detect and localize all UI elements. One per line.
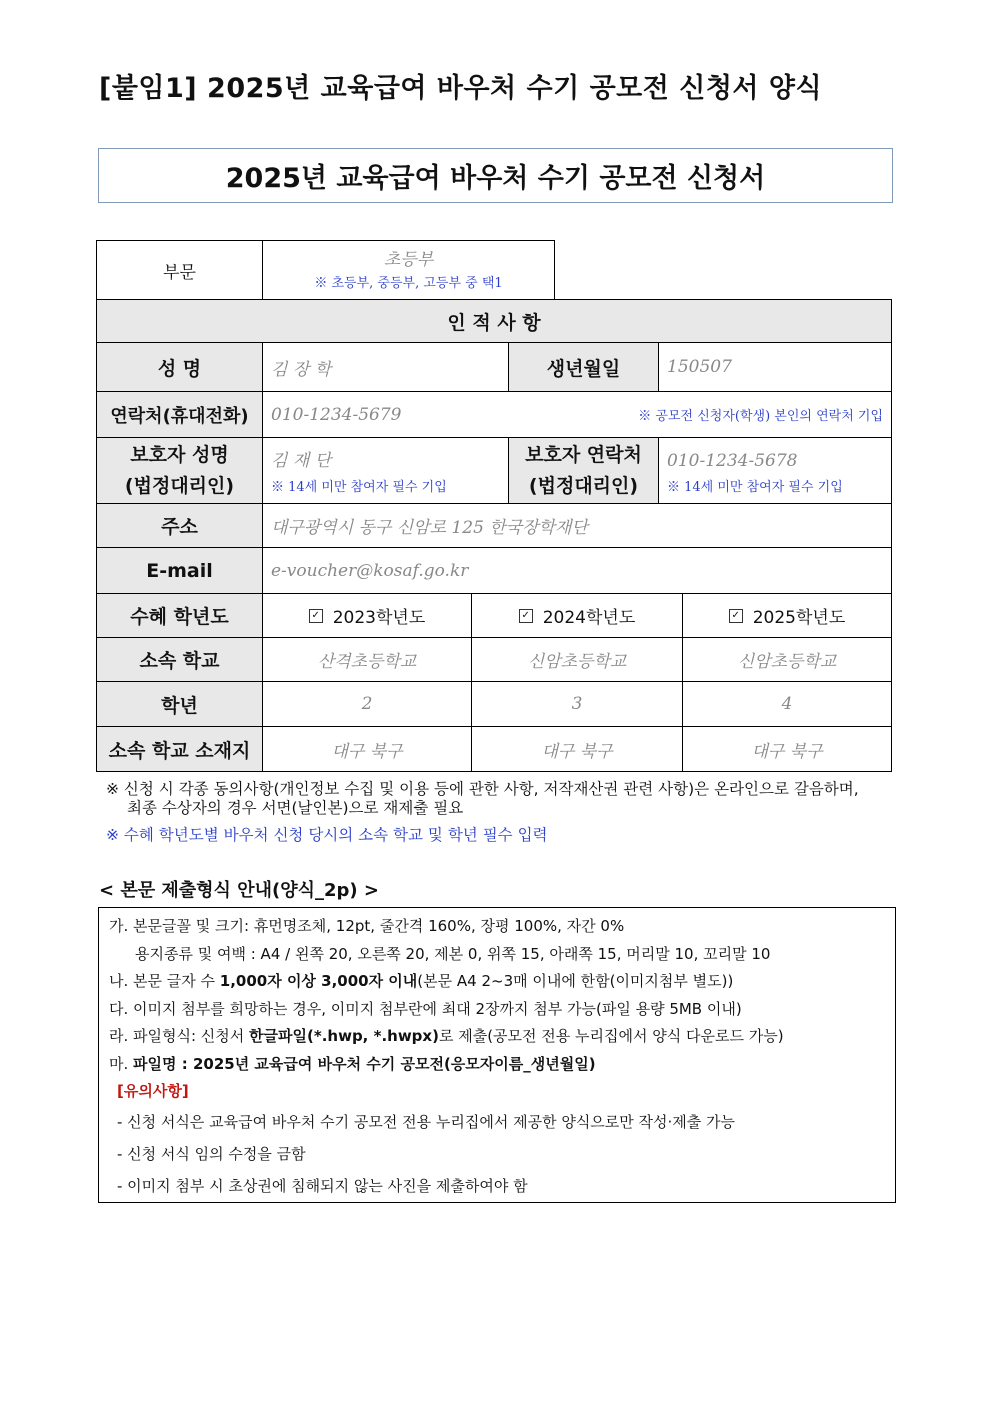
guide-item-b-pre: 나. 본문 글자 수 xyxy=(109,972,220,990)
address-value[interactable]: 대구광역시 동구 신암로 125 한국장학재단 xyxy=(263,504,892,548)
guardian-name-label-sub: (법정대리인) xyxy=(124,474,235,497)
checkbox-icon[interactable]: ✓ xyxy=(309,609,323,623)
school-2023[interactable]: 산격초등학교 xyxy=(263,638,472,682)
guide-item-b xyxy=(109,968,885,996)
form-title-box xyxy=(98,148,893,203)
guardian-phone-label-sub: (법정대리인) xyxy=(528,474,639,497)
guide-item-a: 가. 본문글꼴 및 크기: 휴먼명조체, 12pt, 줄간격 160%, 장평 100%, 자간 0% xyxy=(109,917,625,935)
grade-label: 학년 xyxy=(97,682,263,727)
school-2025[interactable]: 신암초등학교 xyxy=(683,638,892,682)
school-label: 소속 학교 xyxy=(97,638,263,682)
email-value[interactable]: e-voucher@kosaf.go.kr xyxy=(263,548,892,594)
guide-box xyxy=(98,907,896,1203)
note-consent-2: 최종 수상자의 경우 서면(날인본)으로 재제출 필요 xyxy=(127,799,464,817)
guide-item-b-bold: 1,000자 이상 3,000자 이내 xyxy=(219,972,418,990)
grade-2024[interactable]: 3 xyxy=(472,682,683,727)
guardian-name-label: 보호자 성명 xyxy=(130,443,229,466)
guide-item-d xyxy=(109,1023,885,1051)
years-label: 수혜 학년도 xyxy=(97,594,263,638)
phone-label: 연락처(휴대전화) xyxy=(97,392,263,438)
guardian-phone-label-cell xyxy=(509,438,659,504)
location-2025[interactable]: 대구 북구 xyxy=(683,727,892,772)
guide-item-e-pre: 마. xyxy=(109,1054,134,1073)
year-2025-label: 2025학년도 xyxy=(752,608,846,628)
guide-item-b-post: (본문 A4 2~3매 이내에 한함(이미지첨부 별도)) xyxy=(417,972,734,990)
address-label: 주소 xyxy=(97,504,263,548)
name-label: 성 명 xyxy=(97,343,263,392)
school-2024[interactable]: 신암초등학교 xyxy=(472,638,683,682)
category-label: 부문 xyxy=(97,241,263,301)
location-2024[interactable]: 대구 북구 xyxy=(472,727,683,772)
guardian-name-cell xyxy=(263,438,509,504)
phone-note: ※ 공모전 신청자(학생) 본인의 연락처 기입 xyxy=(638,409,884,424)
category-table xyxy=(96,240,555,301)
category-note: ※ 초등부, 중등부, 고등부 중 택1 xyxy=(314,275,503,291)
guardian-phone-label: 보호자 연락처 xyxy=(525,443,642,466)
location-2023[interactable]: 대구 북구 xyxy=(263,727,472,772)
guide-item-d-pre: 라. 파일형식: 신청서 xyxy=(109,1027,250,1045)
year-2023-cell xyxy=(263,594,472,638)
caution-item-1: - 신청 서식은 교육급여 바우처 수기 공모전 전용 누리집에서 제공한 양식으로만 작성·제출 가능 xyxy=(117,1112,736,1131)
guardian-name-label-cell xyxy=(97,438,263,504)
guide-item-d-post: 로 제출(공모전 전용 누리집에서 양식 다운로드 가능) xyxy=(438,1027,784,1045)
guardian-phone-value[interactable]: 010-1234-5678 xyxy=(667,451,798,471)
name-value[interactable]: 김 장 학 xyxy=(263,343,509,392)
personal-info-table xyxy=(96,299,892,772)
guide-item-d-bold: 한글파일(*.hwp, *.hwpx) xyxy=(249,1027,439,1045)
caution-title: [유의사항] xyxy=(117,1082,189,1100)
phone-value[interactable]: 010-1234-5679 xyxy=(271,404,402,425)
grade-2023[interactable]: 2 xyxy=(263,682,472,727)
birth-value[interactable]: 150507 xyxy=(659,343,892,392)
guide-item-a-margin: 용지종류 및 여백 : A4 / 왼쪽 20, 오른쪽 20, 제본 0, 위쪽 15, 아래쪽 15, 머리말 10, 꼬리말 10 xyxy=(135,944,771,963)
guardian-phone-cell xyxy=(659,438,892,504)
year-2023-label: 2023학년도 xyxy=(332,608,426,628)
grade-2025[interactable]: 4 xyxy=(683,682,892,727)
email-label: E-mail xyxy=(97,548,263,594)
phone-cell xyxy=(263,392,892,438)
birth-label: 생년월일 xyxy=(509,343,659,392)
guardian-name-note: ※ 14세 미만 참여자 필수 기입 xyxy=(271,480,447,495)
year-2024-label: 2024학년도 xyxy=(542,608,636,628)
notes xyxy=(106,780,906,845)
guardian-name-value[interactable]: 김 재 단 xyxy=(271,451,332,471)
form-title: 2025년 교육급여 바우처 수기 공모전 신청서 xyxy=(225,163,766,194)
guide-item-c: 다. 이미지 첨부를 희망하는 경우, 이미지 첨부란에 최대 2장까지 첨부 가능(파일 용량 5MB 이내) xyxy=(109,999,742,1018)
year-2024-cell xyxy=(472,594,683,638)
note-school-grade: ※ 수혜 학년도별 바우처 신청 당시의 소속 학교 및 학년 필수 입력 xyxy=(106,826,548,844)
guardian-phone-note: ※ 14세 미만 참여자 필수 기입 xyxy=(667,480,843,495)
checkbox-icon[interactable]: ✓ xyxy=(519,609,533,623)
category-cell xyxy=(263,241,555,301)
personal-info-header: 인 적 사 항 xyxy=(97,300,892,343)
checkbox-icon[interactable]: ✓ xyxy=(729,609,743,623)
caution-item-3: - 이미지 첨부 시 초상권에 침해되지 않는 사진을 제출하여야 함 xyxy=(117,1176,528,1195)
guide-item-e-bold: 파일명 : 2025년 교육급여 바우처 수기 공모전(응모자이름_생년월일) xyxy=(133,1054,596,1073)
category-value[interactable]: 초등부 xyxy=(383,249,434,270)
caution-item-2: - 신청 서식 임의 수정을 금함 xyxy=(117,1144,306,1163)
guide-title: < 본문 제출형식 안내(양식_2p) > xyxy=(99,880,379,901)
note-consent: ※ 신청 시 각종 동의사항(개인정보 수집 및 이용 등에 관한 사항, 저작재산권 관련 사항)은 온라인으로 갈음하며, xyxy=(106,780,859,798)
location-label: 소속 학교 소재지 xyxy=(97,727,263,772)
guide-item-e xyxy=(109,1051,885,1079)
document-title: [붙임1] 2025년 교육급여 바우처 수기 공모전 신청서 양식 xyxy=(99,73,823,104)
year-2025-cell xyxy=(683,594,892,638)
